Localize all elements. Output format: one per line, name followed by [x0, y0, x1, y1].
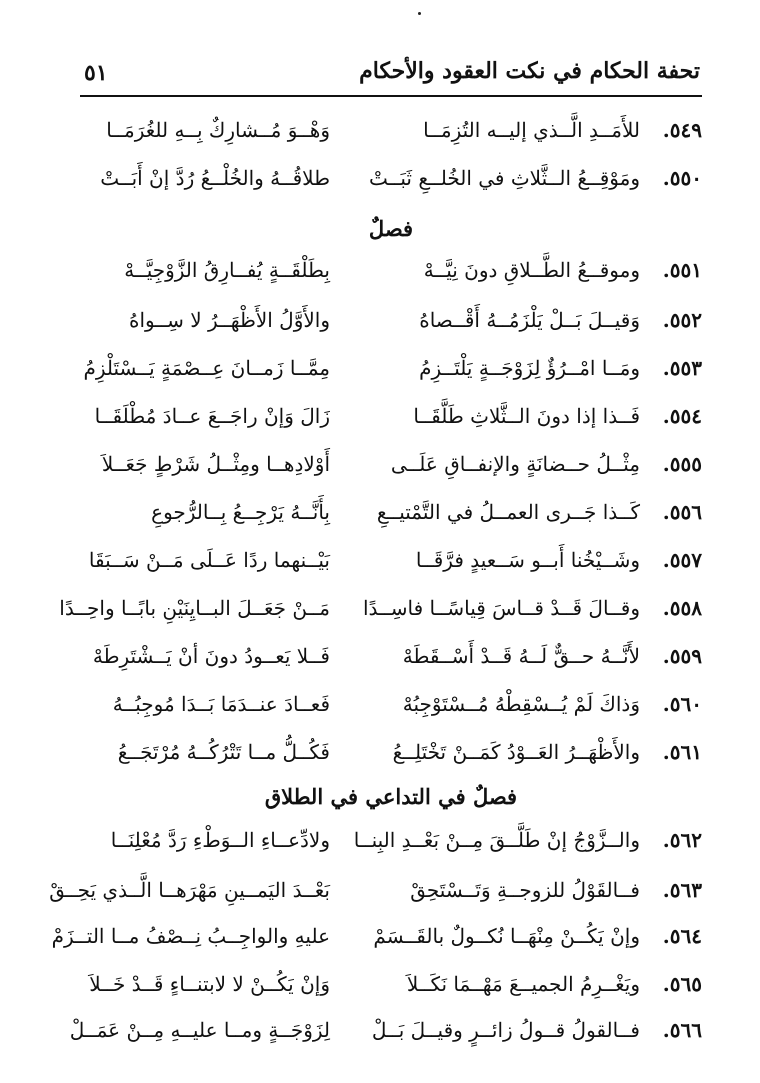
verse-line: [80, 822, 702, 862]
verse-first-hemistich: والأَظْهَــرُ العَــوْدُ كَمَــنْ تَخْتَلِــعُ: [392, 740, 640, 764]
verse-line: [51, 918, 702, 958]
verse-first-hemistich: وإنْ يَكُــنْ مِنْهَــا نُكــولٌ بالقَــسَمْ: [373, 924, 640, 948]
verse-first-hemistich: فــالقَوْلُ للزوجــةِ وَتَــسْتَحِقْ: [410, 878, 640, 902]
verse-number: ٥٦٠.: [662, 692, 702, 716]
verse-number: ٥٦١.: [662, 740, 702, 764]
verse-line: [80, 966, 702, 1006]
verse-second-hemistich: لِزَوْجَــةٍ ومــا عليــهِ مِــنْ عَمَــلْ: [69, 1018, 330, 1042]
verse-first-hemistich: وقــالَ قَــدْ قــاسَ قِياسًــا فاسِــدًا: [362, 596, 640, 620]
verse-second-hemistich: عليهِ والواجِــبُ نِــصْفُ مــا التــزَمْ: [51, 924, 330, 948]
verse-first-hemistich: والــزَّوْجُ إنْ طَلَّــقَ مِــنْ بَعْــدِ البِنــا: [353, 828, 640, 852]
verse-line: [80, 350, 702, 390]
verse-number: ٥٦٣.: [662, 878, 702, 902]
verse-second-hemistich: فَعــادَ عنــدَمَا بَــدَا مُوجِبُــهُ: [112, 692, 330, 716]
verse-number: ٥٥٤.: [662, 404, 702, 428]
verse-first-hemistich: وموقــعُ الطَّــلاقِ دونَ نِيَّــهْ: [423, 258, 640, 282]
verse-second-hemistich: طلاقُــهُ والخُلْــعُ رُدَّ إنْ أَبَــتْ: [100, 166, 330, 190]
verse-second-hemistich: فَكُــلُّ مــا تَتْرُكُــهُ مُرْتَجَــعُ: [117, 740, 330, 764]
verse-second-hemistich: مِمَّــا زَمــانَ عِــصْمَةٍ يَــسْتَلْزِمُ: [83, 356, 330, 380]
verse-line: [80, 542, 702, 582]
verse-line: [80, 446, 702, 486]
verse-line: [80, 252, 702, 292]
verse-first-hemistich: كَــذا جَــرى العمــلُ في التَّمْتيــعِ: [376, 500, 640, 524]
running-title: تحفة الحكام في نكت العقود والأحكام: [359, 58, 700, 84]
verse-number: ٥٥٩.: [662, 644, 702, 668]
verse-line: [80, 112, 702, 152]
verse-first-hemistich: وشَــيْخُنا أَبــو سَــعيدٍ فرَّقَــا: [415, 548, 640, 572]
verse-second-hemistich: بِأَنَّــهُ يَرْجِــعُ بِــالرُّجوعِ: [151, 500, 330, 524]
verse-first-hemistich: مِثْــلُ حــضانَةٍ والإنفــاقِ عَلَــى: [390, 452, 640, 476]
page-dot-mark: [418, 12, 421, 15]
verse-number: ٥٥٥.: [662, 452, 702, 476]
verse-number: ٥٥٢.: [662, 308, 702, 332]
verse-first-hemistich: فَــذا إذا دونَ الــثَّلاثِ طَلَّقَــا: [413, 404, 640, 428]
verse-second-hemistich: فَــلا يَعــودُ دونَ أنْ يَــشْتَرِطَهْ: [92, 644, 330, 668]
verse-number: ٥٥٦.: [662, 500, 702, 524]
verse-line: [80, 160, 702, 200]
verse-first-hemistich: للأَمَــدِ الَّــذي إليــه التُزِمَــا: [423, 118, 640, 142]
verse-second-hemistich: ولادِّعــاءِ الــوَطْءِ رَدَّ مُعْلِنَــا: [110, 828, 330, 852]
verse-first-hemistich: ومَــا امْــرُؤٌ لِزَوْجَــةٍ يَلْتَــزِمُ: [419, 356, 640, 380]
verse-line: [80, 686, 702, 726]
verse-line: [80, 398, 702, 438]
verse-first-hemistich: لأَنَّــهُ حــقٌّ لَــهُ قَــدْ أَسْــقَطَهْ: [402, 644, 640, 668]
verse-number: ٥٦٤.: [662, 924, 702, 948]
verse-second-hemistich: أَوْلادِهــا ومِثْــلُ شَرْطٍ جَعَــلاَ: [101, 452, 330, 476]
verse-line: [80, 638, 702, 678]
verse-first-hemistich: فــالقولُ قــولُ زائــرٍ وقيــلَ بَــلْ: [371, 1018, 640, 1042]
verse-second-hemistich: بِطَلْقَــةٍ يُفــارِقُ الزَّوْجِيَّــهْ: [124, 258, 330, 282]
verse-number: ٥٥١.: [662, 258, 702, 282]
verse-second-hemistich: وَإنْ يَكُــنْ لا لابتنــاءٍ قَــدْ خَــلاَ: [89, 972, 330, 996]
section-heading: فصلٌ في التداعي في الطلاق: [264, 784, 518, 809]
verse-first-hemistich: ويَغْــرِمُ الجميــعَ مَهْــمَا نَكَــلاَ: [406, 972, 640, 996]
header-rule: [80, 95, 702, 97]
verse-number: ٥٦٥.: [662, 972, 702, 996]
verse-line: [69, 1012, 702, 1052]
verse-first-hemistich: وَذاكَ لَمْ يُــسْقِطْهُ مُــسْتَوْجِبُهْ: [402, 692, 640, 716]
verse-number: ٥٦٦.: [662, 1018, 702, 1042]
verse-line: [49, 872, 702, 912]
verse-second-hemistich: زَالَ وَإنْ راجَــعَ عــادَ مُطْلَقَــا: [94, 404, 330, 428]
verse-line: [80, 494, 702, 534]
verse-first-hemistich: ومَوْقِــعُ الــثَّلاثِ في الخُلــعِ ثَبَــتْ: [369, 166, 640, 190]
verse-line: [80, 734, 702, 774]
verse-number: ٥٥٧.: [662, 548, 702, 572]
page-number: ٥١: [84, 60, 108, 86]
verse-number: ٥٦٢.: [662, 828, 702, 852]
verse-line: [80, 302, 702, 342]
verse-second-hemistich: مَــنْ جَعَــلَ البــايِنَيْنِ بابًــا واحِــدًا: [59, 596, 330, 620]
verse-first-hemistich: وَقيــلَ بَــلْ يَلْزَمُــهُ أَقْــصاهُ: [419, 308, 640, 332]
verse-second-hemistich: بَيْــنهما ردًا عَــلَى مَــنْ سَــبَقَا: [88, 548, 330, 572]
page-header: [80, 58, 700, 92]
verse-number: ٥٥٣.: [662, 356, 702, 380]
verse-number: ٥٤٩.: [662, 118, 702, 142]
verse-number: ٥٥٨.: [662, 596, 702, 620]
verse-number: ٥٥٠.: [662, 166, 702, 190]
verse-second-hemistich: بَعْــدَ اليَمــينِ مَهْرَهــا الَّــذي يَحِــقْ: [49, 878, 330, 902]
verse-line: [59, 590, 702, 630]
verse-second-hemistich: والأَوَّلُ الأَظْهَــرُ لا سِــواهُ: [129, 308, 330, 332]
section-heading: فصلٌ: [368, 216, 414, 241]
verse-second-hemistich: وَهْــوَ مُــشارِكٌ بِــهِ للغُرَمَــا: [106, 118, 330, 142]
